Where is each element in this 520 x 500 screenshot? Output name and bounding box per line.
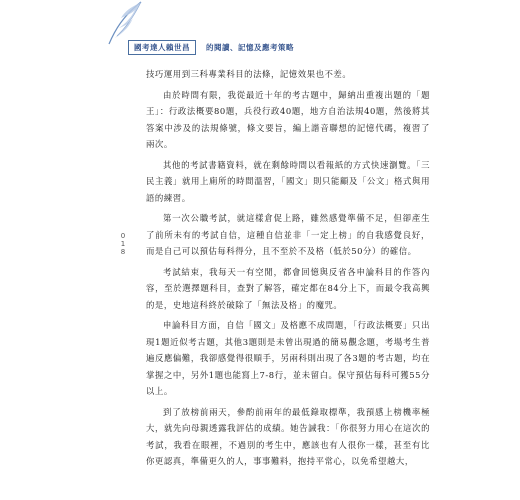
- header-subtitle: 的閱讀、記憶及應考策略: [206, 42, 294, 52]
- page-number: [118, 232, 128, 256]
- paragraph: 到了放榜前兩天，參酌前兩年的最低錄取標準，我預感上榜機率極大，就先向母親透露我評估的成績。她告誡我：「你很努力用心在這次的考試，我看在眼裡，不過別的考生中，應該也有人很你一樣，甚至有比你更認真，準備更久的人，事事難料，抱持平常心，以免希望越大，: [146, 406, 430, 466]
- header-author-box: 國考達人賴世昌: [128, 40, 196, 55]
- paragraph: 第一次公職考試，就這樣倉促上路，雖然感覺準備不足，但卻產生了前所未有的考試自信，這種自信並非「一定上榜」的自我感覺良好，而是自己可以預估每科得分，且不至於不及格（低於50分）的確信。: [146, 213, 430, 256]
- paragraph: 考試結束，我每天一有空閒，都會回憶與反省各申論科目的作答內容，至於選擇題科目，查對了解答，確定都在84分上下，而最令我高興的是，史地這科終於破除了「無法及格」的魔咒。: [146, 266, 430, 310]
- running-header: [128, 40, 294, 54]
- paragraph: 技巧運用到三科專業科目的法條，記憶效果也不差。: [146, 69, 352, 79]
- paragraph: 由於時間有限，我從最近十年的考古題中，歸納出重複出題的「題王」：行政法概要80題，兵役行政40題，地方自治法規40題，然後將其答案中涉及的法規條號，條文要旨，編上諧音聯想的記憶代碼，複習了兩次。: [146, 89, 430, 149]
- paragraph: 申論科目方面，自信「國文」及格應不成問題，「行政法概要」只出現1題近似考古題，其他3題則是未曾出現過的簡易觀念題，考場考生普遍反應偏難，我卻感覺得很順手，另兩科則出現了各3題的考古題，均在掌握之中，另外1題也能寫上7-8行，並未留白。保守預估每科可獲55分以上。: [146, 320, 430, 396]
- page-number-digits: 018: [119, 232, 127, 256]
- paragraph: 其他的考試書籍資料，就在剩餘時間以看報紙的方式快速瀏覽。「三民主義」就用上廁所的時間溫習，「國文」則只能顧及「公文」格式與用語的練習。: [146, 159, 430, 203]
- body-text: [146, 66, 430, 474]
